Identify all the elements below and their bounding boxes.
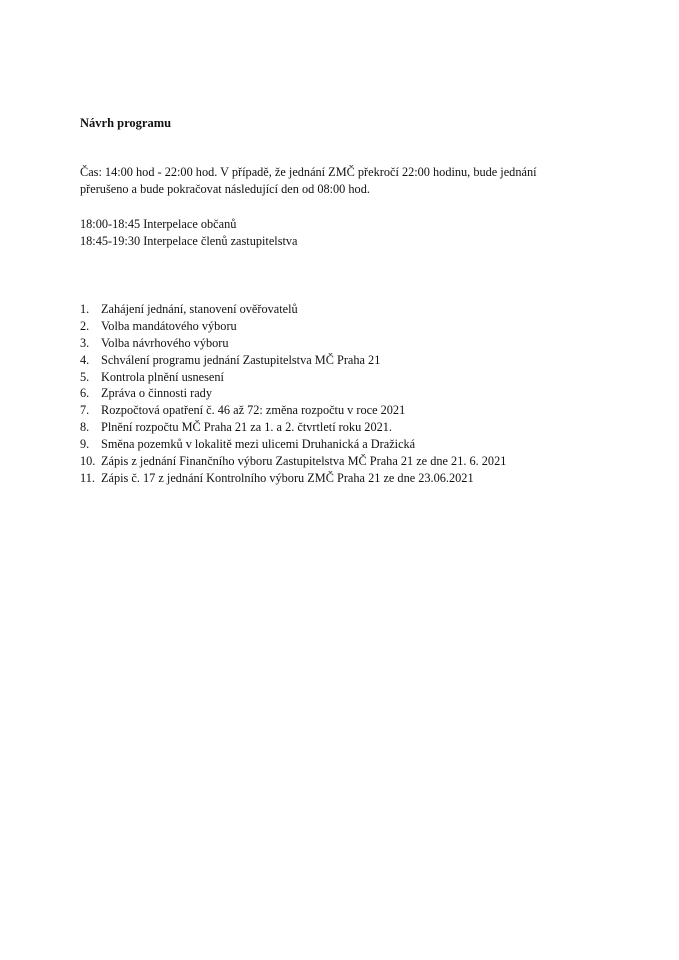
time-paragraph: [80, 164, 600, 198]
agenda-item-number: 8.: [80, 420, 90, 435]
agenda-item-text: Zahájení jednání, stanovení ověřovatelů: [101, 302, 298, 316]
agenda-item-text: Schválení programu jednání Zastupitelstva MČ Praha 21: [101, 352, 381, 367]
agenda-item: [80, 470, 506, 487]
agenda-item: [80, 301, 506, 318]
agenda-item: [80, 419, 506, 436]
interpellation-citizens: 18:00-18:45 Interpelace občanů: [80, 217, 237, 231]
agenda-item-text: Kontrola plnění usnesení: [101, 369, 224, 384]
interpellation-members: 18:45-19:30 Interpelace členů zastupitelstva: [80, 234, 298, 248]
agenda-item-text: Rozpočtová opatření č. 46 až 72: změna rozpočtu v roce 2021: [101, 403, 406, 418]
agenda-item-text: Zápis č. 17 z jednání Kontrolního výboru ZMČ Praha 21 ze dne 23.06.2021: [101, 470, 474, 485]
agenda-item-text: Volba mandátového výboru: [101, 318, 237, 333]
agenda-item-text: Směna pozemků v lokalitě mezi ulicemi Druhanická a Dražická: [101, 437, 416, 452]
agenda-item: [80, 453, 506, 470]
agenda-item-text: Volba návrhového výboru: [101, 335, 229, 350]
agenda-item: [80, 402, 506, 419]
time-line-1: Čas: 14:00 hod - 22:00 hod. V případě, že jednání ZMČ překročí 22:00 hodinu, bude jednání: [80, 165, 537, 179]
agenda-item-number: 4.: [80, 352, 90, 367]
agenda-item-number: 5.: [80, 369, 90, 384]
agenda-item-number: 3.: [80, 335, 90, 350]
agenda-item: [80, 369, 506, 386]
agenda-item-number: 9.: [80, 437, 90, 452]
agenda-item-text: Plnění rozpočtu MČ Praha 21 za 1. a 2. čtvrtletí roku 2021.: [101, 420, 392, 435]
agenda-item-text: Zpráva o činnosti rady: [101, 386, 212, 401]
agenda-item-number: 7.: [80, 403, 90, 418]
agenda-item: [80, 352, 506, 369]
agenda-item: [80, 335, 506, 352]
agenda-item: [80, 385, 506, 402]
agenda-item-number: 11.: [80, 470, 95, 485]
time-line-2: přerušeno a bude pokračovat následující den od 08:00 hod.: [80, 182, 370, 196]
agenda-item-number: 1.: [80, 302, 90, 316]
agenda-item-number: 6.: [80, 386, 90, 401]
agenda-item-text: Zápis z jednání Finančního výboru Zastupitelstva MČ Praha 21 ze dne 21. 6. 2021: [101, 454, 507, 469]
page-title: Návrh programu: [80, 116, 172, 130]
agenda-item-number: 10.: [80, 454, 96, 469]
agenda-item: [80, 436, 506, 453]
agenda-list: [80, 301, 506, 487]
agenda-item: [80, 318, 506, 335]
agenda-item-number: 2.: [80, 318, 90, 333]
